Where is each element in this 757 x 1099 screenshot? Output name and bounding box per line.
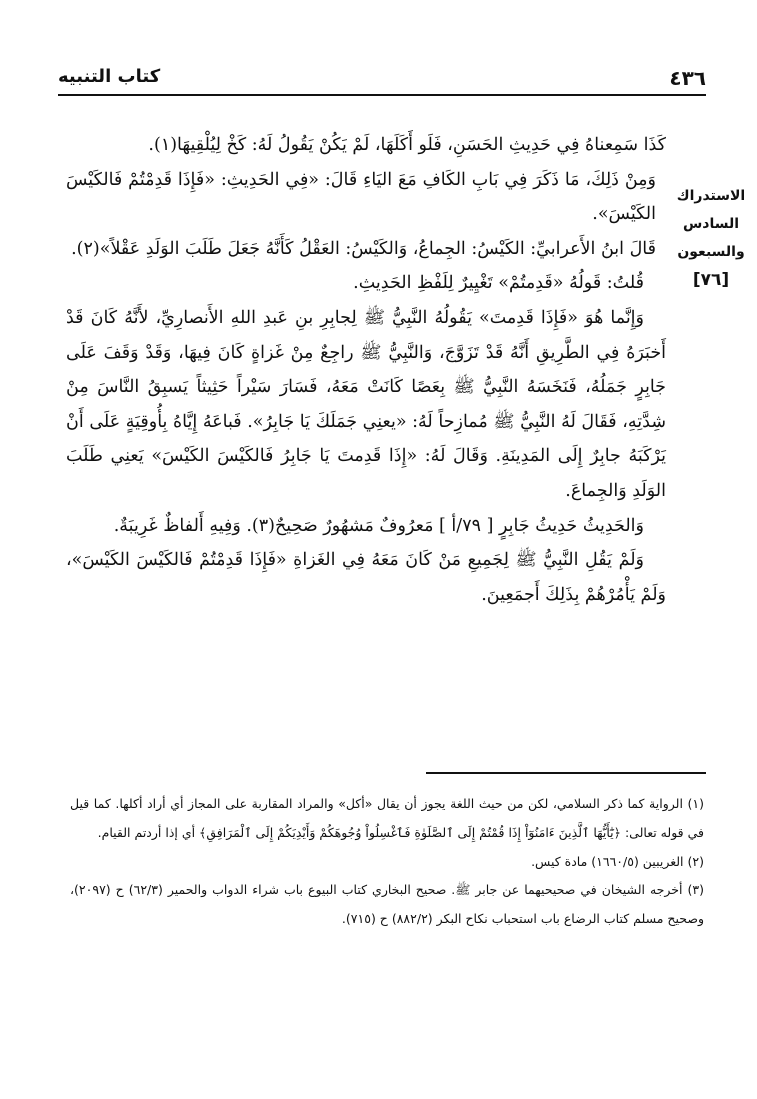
- header-divider: [58, 94, 706, 96]
- footnote-divider: [426, 772, 706, 774]
- paragraph-3: قَالَ ابنُ الأَعرابيِّ: الكَيْسُ: الجِماعُ، وَالكَيْسُ: العَقْلُ كَأَنَّهُ جَعَلَ طَلَبَ الوَلَدِ عَقْلاً»(٢).: [71, 238, 656, 259]
- paragraph-4: قُلتُ: قَولُهُ «قَدِمتُمْ» تَغْيِيرٌ لِلَفْظِ الحَدِيثِ.: [353, 273, 644, 294]
- paragraph-6: وَالحَدِيثُ حَدِيثُ جَابِرٍ [ ٧٩/أ ] مَعرُوفٌ مَشهُورٌ صَحِيحٌ(٣). وَفِيهِ أَلفاظٌ غَرِيبَةٌ.: [113, 515, 644, 536]
- margin-note-line-2: السادس: [682, 216, 740, 232]
- paragraph-5: وَإِنَّما هُوَ «فَإِذَا قَدِمتَ» يَقُولُهُ النَّبِيُّ ﷺ لِجابِرِ بنِ عَبدِ اللهِ الأَنصارِيِّ، لأَنَّهُ كَانَ قَدْ أَخبَرَهُ فِي الطَّرِيقِ أَنَّهُ قَدْ تَزَوَّجَ، وَالنَّبِيُّ ﷺ راجِعٌ مِنْ غَزاةٍ كَانَ فِيهَا، وَقَدْ وَقَفَ عَلَى جَابِرٍ جَمَلُهُ، فَنَخَسَهُ النَّبِيُّ ﷺ بِعَصًا كَانَتْ مَعَهُ، فَسَارَ سَيْراً حَثِيثاً يَسبِقُ النَّاسَ مِنْ شِدَّتِهِ، فَقَالَ لَهُ النَّبِيُّ ﷺ مُمازِحاً لَهُ: «يعنِي جَمَلَكَ يَا جَابِرُ». فَباعَهُ إِيَّاهُ بِأُوقِيَةٍ عَلَى أَنْ يَرْكَبَهُ جابِرٌ إِلَى المَدِينَةِ. وَقَالَ لَهُ: «إِذَا قَدِمتَ يَا جَابِرُ فَالكَيْسَ الكَيْسَ» يَعنِي طَلَبَ الوَلَدِ وَالجِماعَ.: [66, 307, 666, 501]
- footnote-2: (٢) الغريبين (١٦٦٠/٥) مادة كيس.: [531, 853, 704, 869]
- margin-note-number: [٧٦]: [692, 270, 730, 290]
- paragraph-1: كَذَا سَمِعناهُ فِي حَدِيثِ الحَسَنِ، فَلَو أَكَلَهَا، لَمْ يَكُنْ يَقُولُ لَهُ: كَخْ لِيُلْقِيهَا(١).: [148, 135, 666, 155]
- running-header: [58, 66, 706, 92]
- footnote-3: (٣) أخرجه الشيخان في صحيحيهما عن جابر ﷺ. صحيح البخاري كتاب البيوع باب شراء الدواب والحمير (٦٢/٣) ح (٢٠٩٧)، وصحيح مسلم كتاب الرضاع باب استحباب نكاح البكر (٨٨٢/٢) ح (٧١٥).: [70, 882, 704, 927]
- footnote-1: (١) الرواية كما ذكر السلامي، لكن من حيث اللغة يجوز أن يقال «أكل» والمراد المقاربة على المجاز أي أراد أكلها. كما قيل في قوله تعالى: ﴿يَٰٓأَيُّهَا ٱلَّذِينَ ءَامَنُوٓاْ إِذَا قُمْتُمْ إِلَى ٱلصَّلَوٰةِ فَٱغْسِلُواْ وُجُوهَكُمْ وَأَيْدِيَكُمْ إِلَى ٱلْمَرَافِقِ﴾ أي إذا أردتم القيام.: [70, 796, 704, 840]
- book-title: كتاب التنبيه: [58, 66, 161, 87]
- paragraph-2: وَمِنْ ذَلِكَ، مَا ذَكَرَ فِي بَابِ الكَافِ مَعَ اليَاءِ قَالَ: «فِي الحَدِيثِ: «فَإِذَا قَدِمْتُمْ فَالكَيْسَ الكَيْسَ».: [66, 169, 656, 225]
- margin-note-line-1: الاستدراك: [676, 188, 746, 204]
- margin-note: [670, 182, 752, 294]
- main-text: [66, 128, 666, 612]
- margin-note-line-3: والسبعون: [677, 244, 745, 260]
- footnotes: [70, 790, 704, 934]
- paragraph-7: وَلَمْ يَقُلِ النَّبِيُّ ﷺ لِجَمِيعِ مَنْ كَانَ مَعَهُ فِي الغَزاةِ «فَإِذَا قَدِمْتُمْ فَالكَيْسَ الكَيْسَ»، وَلَمْ يَأْمُرْهُمْ بِذَلِكَ أَجمَعِينَ.: [66, 550, 666, 605]
- page-number: ٤٣٦: [669, 66, 706, 90]
